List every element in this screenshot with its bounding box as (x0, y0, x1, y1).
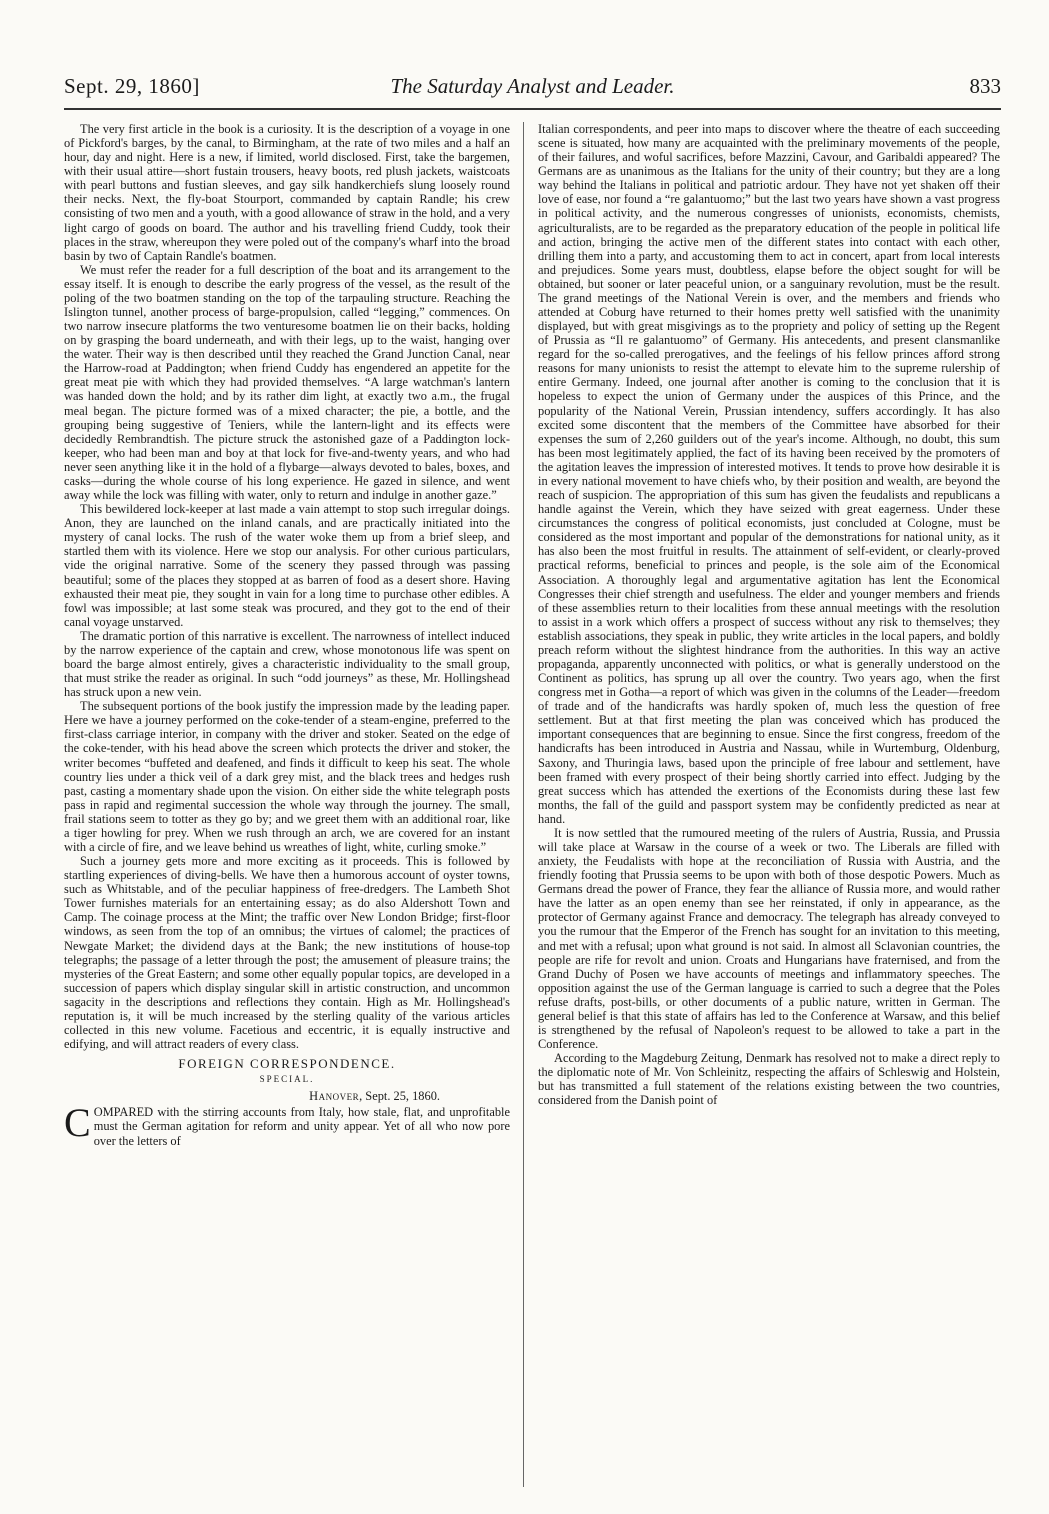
left-paragraph-2: We must refer the reader for a full description of the boat and its arrangement to the essay itself. It is enough to describe the early progress of the vessel, as the result of the poling of the two boatmen standing on the top of the tarpauling structure. Reaching the Islington tunnel, another process of barge-propulsion, called “legging,” commences. On two narrow insecure platforms the two venturesome boatmen lie on their backs, holding on by grasping the board underneath, and with their legs, up to the waist, hanging over the water. Their way is then described until they reached the Grand Junction Canal, near the Harrow-road at Paddington; when friend Cuddy has engendered an appetite for the great meat pie with which they had provided themselves. “A large watchman's lantern was handed down the hold; and by its rather dim light, at exactly two a.m., the frugal meal began. The picture formed was of a mixed character; the pie, a bottle, and the grouping being suggestive of Teniers, while the lantern-light and its effects were decidedly Rembrandtish. The picture struck the astonished gaze of a Paddington lock-keeper, who had been man and boy at that lock for five-and-twenty years, and who had never seen anything like it in the hold of a flybarge—always devoted to bales, boxes, and casks—during the whole course of his long experience. He gazed in silence, and went away while the lock was filling with water, only to return and indulge in another gaze.” (64, 262, 510, 503)
header-date: Sept. 29, 1860] (64, 74, 200, 98)
lead-text: with the stirring accounts from Italy, how stale, flat, and unprofitable must the German agitation for reform and unity appear. Yet of all who now pore over the letters of (93, 1105, 510, 1148)
right-paragraph-3: According to the Magdeburg Zeitung, Denmark has resolved not to make a direct reply to the diplomatic note of Mr. Von Schleinitz, respecting the affairs of Schleswig and Holstein, but has transmitted a full statement of the relations existing between the two countries, considered from the Danish point of (538, 1051, 1000, 1108)
left-paragraph-4: The dramatic portion of this narrative is excellent. The narrowness of intellect induced by the narrow experience of the captain and crew, whose monotonous life was spent on board the barge almost entirely, gives a characteristic individuality to the small group, that must strike the reader as original. In such “odd journeys” as these, Mr. Hollingshead has struck upon a new vein. (64, 628, 510, 700)
dateline (64, 1089, 440, 1103)
left-paragraph-6: Such a journey gets more and more exciting as it proceeds. This is followed by startling experiences of diving-bells. We have then a humorous account of oyster towns, such as Whitstable, and of the peculiar happiness of free-dredgers. The Lambeth Shot Tower furnishes materials for an entertaining essay; as do also Aldershott Town and Camp. The coinage process at the Mint; the traffic over New London Bridge; first-floor windows, as seen from the top of an omnibus; the virtues of calomel; the practices of Newgate Market; the dividend days at the Bank; the new institutions of house-top telegraphs; the passage of a letter through the post; the amusement of pleasure trains; the mysteries of the Great Eastern; and some other equally popular topics, are developed in a succession of papers which display singular skill in artistic construction, and uncommon sagacity in the descriptions and reflections they contain. High as Mr. Hollingshead's reputation is, it will be much increased by the sterling quality of the various articles collected in this new volume. Facetious and eccentric, it is equally instructive and edifying, and will attract readers of every class. (64, 854, 510, 1052)
left-paragraph-3: This bewildered lock-keeper at last made a vain attempt to stop such irregular doings. Anon, they are launched on the inland canals, and are practically initiated into the mystery of canal locks. The rush of the water woke them up from a brief sleep, and startled them with its violence. Here we stop our analysis. For other curious particulars, vide the original narrative. Some of the scenery they passed through was passing beautiful; some of the places they stopped at as barren of food as a desert shore. Having exhausted their meat pie, they sought in vain for a long time to purchase other edibles. A fowl was impossible; at last some steak was procured, and they got to the end of their canal voyage unstarved. (64, 502, 510, 629)
drop-cap: C (64, 1100, 91, 1146)
dateline-place: Hanover (309, 1089, 360, 1104)
lead-caps: OMPARED (93, 1105, 154, 1120)
right-paragraph-1: Italian correspondents, and peer into maps to discover where the theatre of each succeeding scene is situated, how many are acquainted with the preliminary movements of the people, of their failures, and woful sacrifices, before Mazzini, Cavour, and Garibaldi appeared? The Germans are as unanimous as the Italians for the unity of their country; but they are a long way behind the Italians in political and patriotic ardour. They have not yet shaken off their love of ease, nor found a “re galantuomo;” but the last two years have shown a vast progress in political activity, and the numerous congresses of unionists, economists, chemists, agriculturalists, are to be regarded as the preparatory education of the people in political life and action, bringing the active men of the different states into contact with each other, drilling them into a party, and accustoming them to act in concert, apart from local interests and prejudices. Some years must, doubtless, elapse before the object sought for will be obtained, but sooner or later peaceful union, or a sanguinary revolution, must be the result. The grand meetings of the National Verein is over, and the members and friends who attended at Coburg have returned to their homes pretty well satisfied with the unanimity displayed, but with great misgivings as to the propriety and policy of setting up the Regent of Prussia as “Il re galantuomo” of Germany. His antecedents, and present clansmanlike regard for the so-called prerogatives, and the feelings of his fellow princes afford strong reasons for many unionists to resist the attempt to elevate him to the supreme rulership of entire Germany. Indeed, one journal after another is coming to the conclusion that it is hopeless to expect the union of Germany under the auspices of this Prince, and the popularity of the National Verein, Prussian intendency, suffers accordingly. It has also excited some discontent that the members of the Committee have absorbed for their expenses the sum of 2,260 guilders out of the year's income. Although, no doubt, this sum has been most legitimately applied, the fact of its having been received by the promoters of the agitation leaves the impression of interested motives. It tends to prove how desirable it is in every national movement to have chiefs who, by their position and wealth, are beyond the reach of suspicion. The appropriation of this sum has given the feudalists and republicans a handle against the Verein, which they have seized with great eagerness. Under these circumstances the congress of political economists, just concluded at Cologne, must be considered as the most important and popular of the demonstrations for national unity, as it has also been the most fruitful in results. The attainment of self-evident, or clearly-proved practical reforms, beneficial to princes and people, is the sole aim of the Economical Association. A thoroughly legal and argumentative agitation has lent the Economical Congresses their chief strength and usefulness. The elder and younger members and friends of these assemblies return to their localities from these annual meetings with the resolution to assist in a work which offers a prospect of success without any risk to themselves; they establish associations, they speak in public, they write articles in the local papers, and boldly preach reform without the slightest hindrance from the authorities. In this way an active propaganda, apparently unconnected with politics, or what is generally understood on the Continent as politics, has sprung up all over the country. Two years ago, when the first congress met in Gotha—a report of which was given in the columns of the Leader—freedom of trade and of the handicrafts was hardly spoken of, much less the question of free settlement. But at that first meeting the plan was conceived which has produced the important consequences that are beginning to ensue. Since the first congress, freedom of the handicrafts has been introduced in Austria and Nassau, while in Wurtemburg, Oldenburg, Saxony, and Thuringia laws, based upon the principle of free labour and settlement, have been framed with every prospect of their being shortly carried into effect. Judging by the great success which has attended the exertions of the Economists during these last few months, the fall of the guild and passport system may be confidently predicted as near at hand. (538, 122, 1000, 826)
dateline-date: , Sept. 25, 1860. (359, 1089, 440, 1104)
column-divider (523, 122, 524, 1487)
right-paragraph-2: It is now settled that the rumoured meeting of the rulers of Austria, Russia, and Prussia will take place at Warsaw in the course of a week or two. The Liberals are filled with anxiety, the Feudalists with hope at the reconciliation of Russia with Austria, and the friendly footing that Prussia seems to be upon with both of those despotic Powers. Much as Germans dread the power of France, they fear the alliance of Russia more, and would rather have the latter as an open enemy than see her reinstated, if only in appearance, as the protector of Germany against France and democracy. The telegraph has already conveyed to you the rumour that the Emperor of the French has sought for an invitation to this meeting, and met with a refusal; upon what ground is not said. In almost all Sclavonian countries, the people are rife for revolt and union. Croats and Hungarians have fraternised, and from the Grand Duchy of Posen we have accounts of meetings and inflammatory speeches. The opposition against the use of the German language is carried to such a degree that the Poles refuse drafts, post-bills, or other documents of a public nature, written in German. The general belief is that this state of affairs has led to the Conference at Warsaw, and this belief is strengthened by the refusal of Napoleon's request to be allowed to take a part in the Conference. (538, 825, 1000, 1052)
header-page-number: 833 (969, 74, 1001, 98)
section-subheading: SPECIAL. (259, 1074, 315, 1085)
header-title: The Saturday Analyst and Leader. (390, 74, 675, 98)
lead-paragraph (64, 1100, 510, 1148)
header-rule (64, 108, 1001, 110)
section-heading: FOREIGN CORRESPONDENCE. (178, 1056, 396, 1072)
right-column (538, 122, 1000, 1107)
left-paragraph-1: The very first article in the book is a curiosity. It is the description of a voyage in one of Pickford's barges, by the canal, to Birmingham, at the rate of two miles and a half an hour, day and night. Here is a new, if limited, world disclosed. First, take the bargemen, with their usual attire—short fustain trousers, heavy boots, red plush jackets, waistcoats with pearl buttons and fustian sleeves, and gay silk handkerchiefs slung loosely round their necks. Next, the fly-boat Stourport, commanded by captain Randle; his crew consisting of two men and a youth, with a good allowance of straw in the hold, and a very light cargo of goods on board. The author and his travelling friend Cuddy, took their places in the straw, whereupon they were poled out of the company's wharf into the broad basin by two of Captain Randle's boatmen. (64, 122, 510, 263)
left-paragraph-5: The subsequent portions of the book justify the impression made by the leading paper. Here we have a journey performed on the coke-tender of a steam-engine, preferred to the first-class carriage interior, in company with the driver and stoker. Seated on the edge of the coke-tender, with his head above the screen which protects the driver and stoker, the writer becomes “buffeted and deafened, and finds it difficult to keep his seat. The whole country lies under a thick veil of a dark grey mist, and the black trees and hedges rush past, casting a momentary shade upon the vision. On either side the white telegraph posts pass in rapid and regimental succession the whole way through the journey. The small, frail stations seem to totter as they go by; and we greet them with an additional roar, like a tiger howling for prey. When we rush through an arch, we are covered for an instant with a circle of fire, and we leave behind us wreathes of light, white, curling smoke.” (64, 699, 510, 854)
left-column (64, 122, 510, 1148)
page-header (64, 74, 1001, 102)
